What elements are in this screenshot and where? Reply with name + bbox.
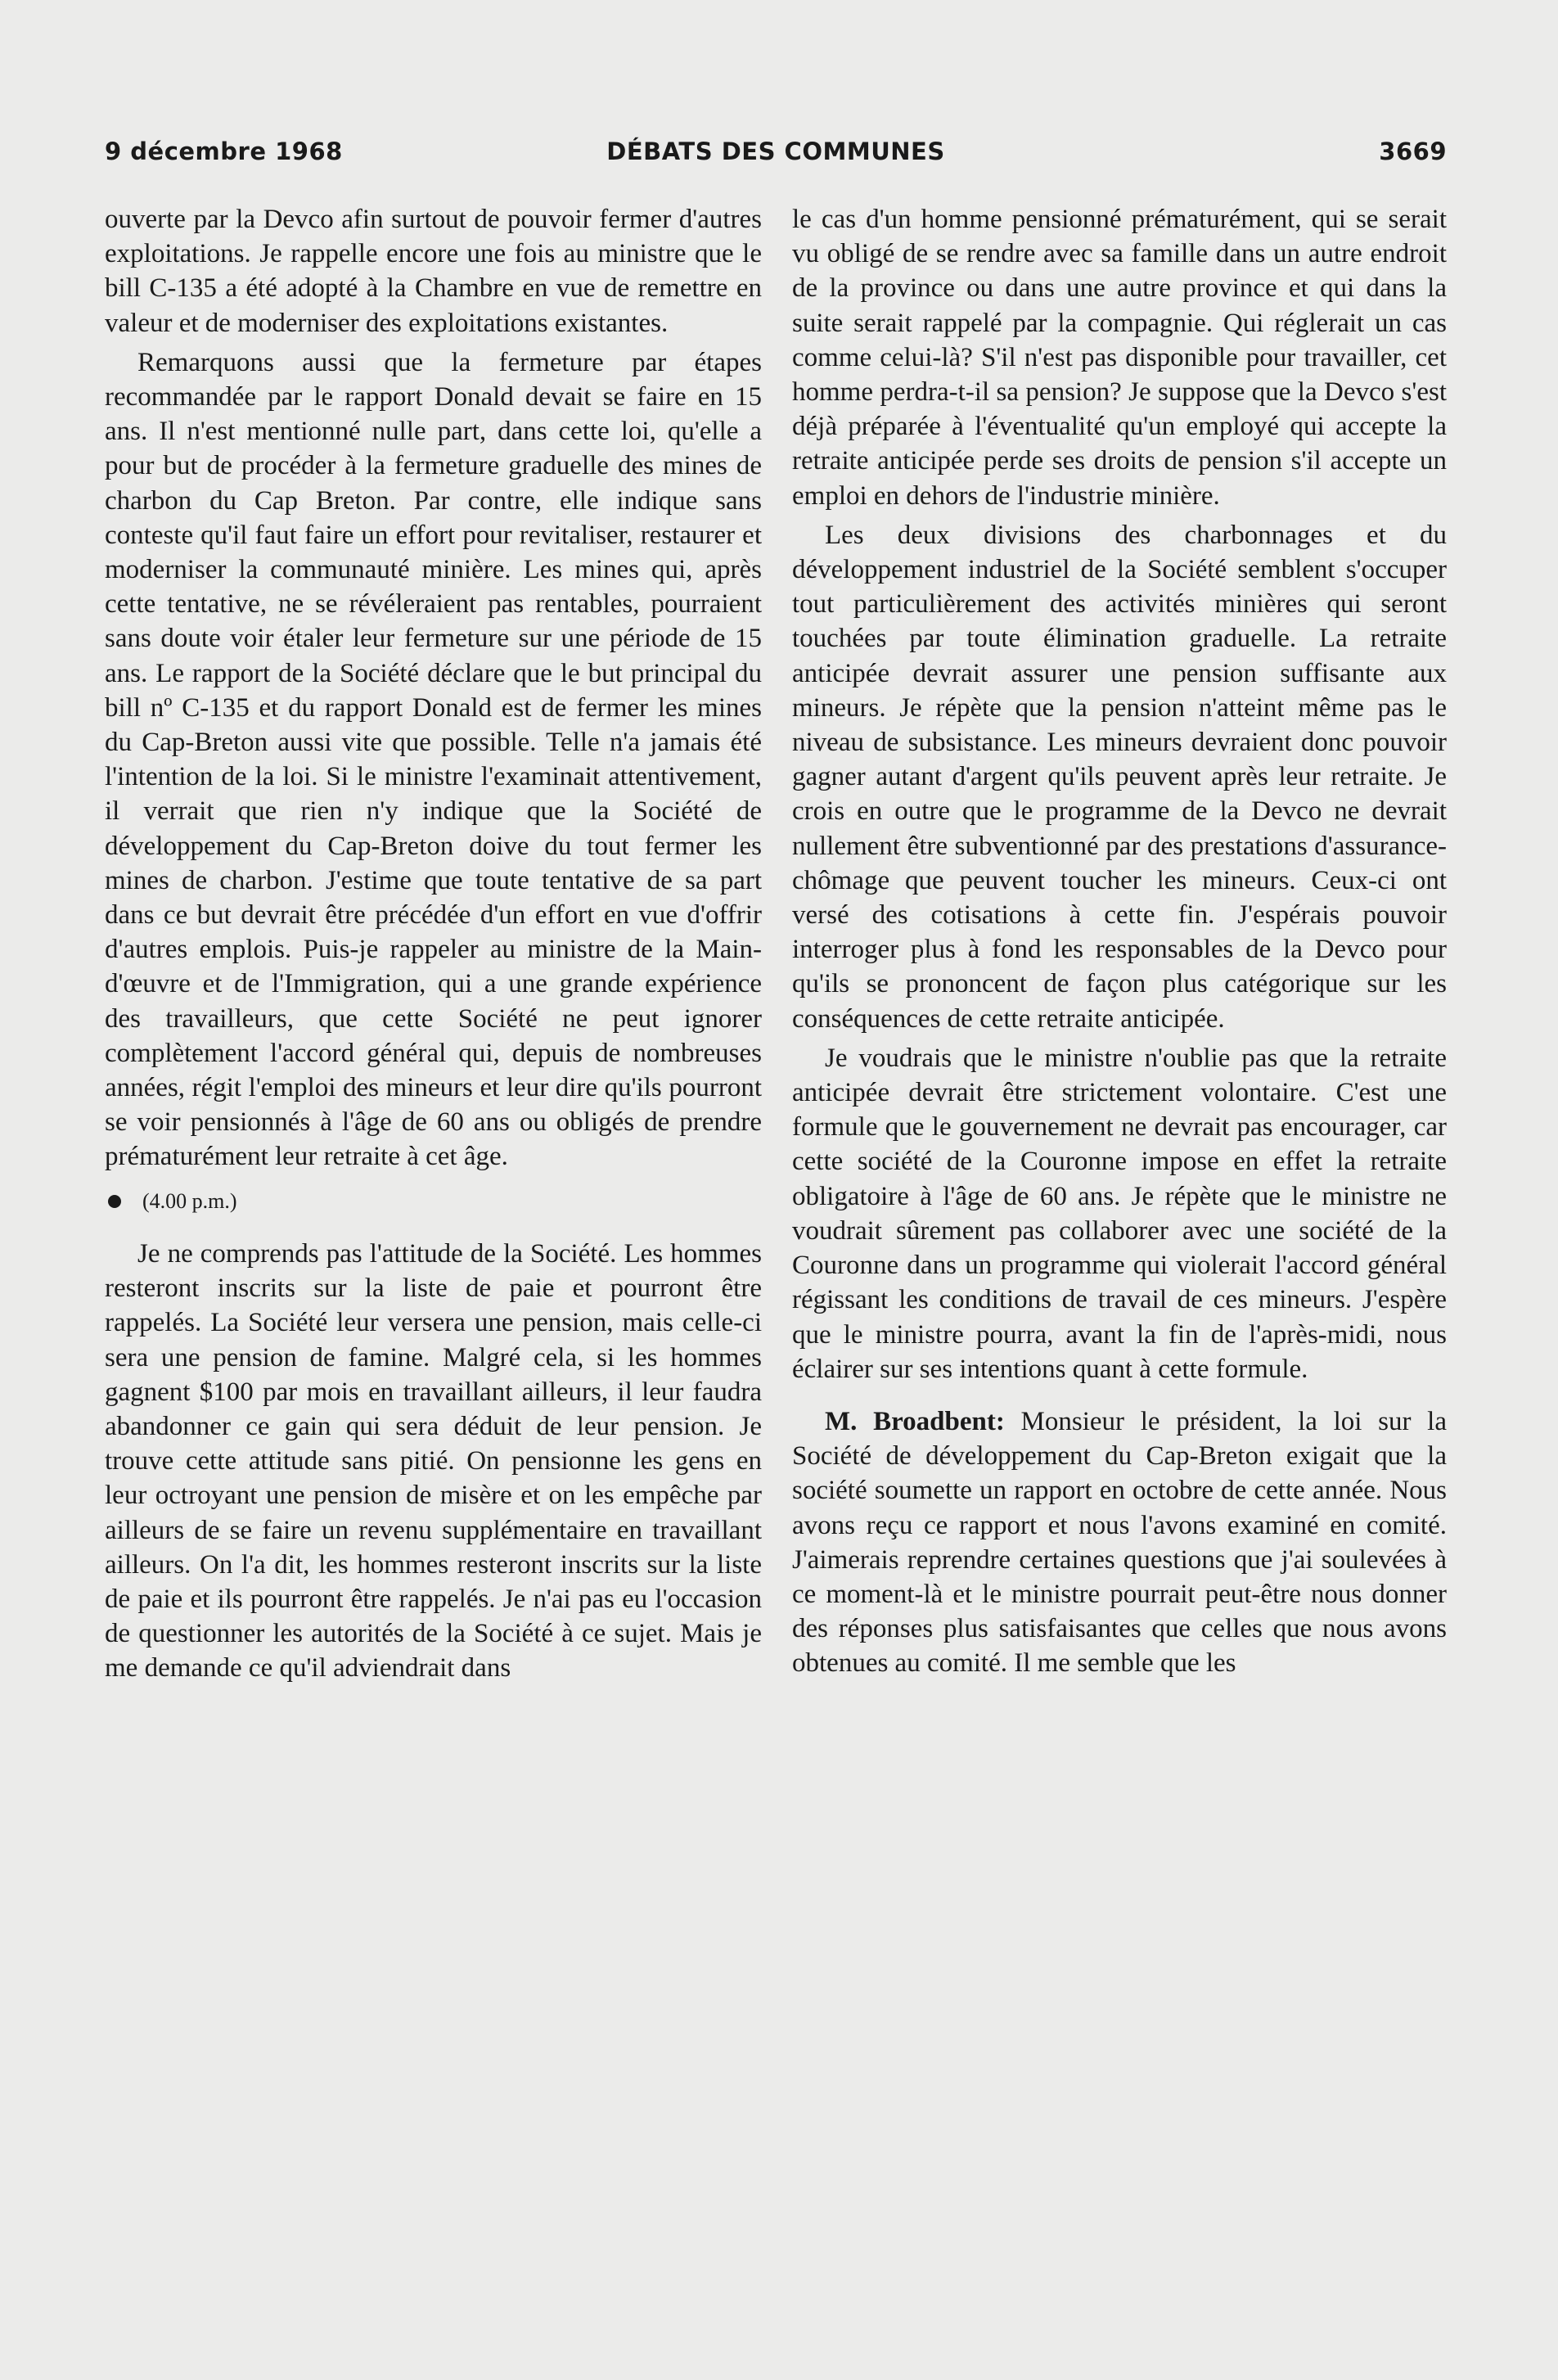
time-stamp — [105, 1184, 762, 1219]
header-title: DÉBATS DES COMMUNES — [606, 137, 945, 165]
page-header — [105, 137, 1447, 178]
right-column — [792, 202, 1447, 1686]
bullet-icon — [108, 1195, 121, 1208]
left-paragraph-2: Remarquons aussi que la fermeture par étapes recommandée par le rapport Donald devait se faire en 15 ans. Il n'est mentionné nulle part, dans cette loi, qu'elle a pour but de procéder à la fermeture graduelle des mines de charbon du Cap Breton. Par contre, elle indique sans conteste qu'il faut faire un effort pour revitaliser, restaurer et moderniser la communauté minière. Les mines qui, après cette tentative, ne se révéleraient pas rentables, pourraient sans doute voir étaler leur fermeture sur une période de 15 ans. Le rapport de la Société déclare que le but principal du bill nº C-135 et du rapport Donald est de fermer les mines du Cap-Breton aussi vite que possible. Telle n'a jamais été l'intention de la loi. Si le ministre l'examinait attentivement, il verrait que rien n'y indique que la Société de développement du Cap-Breton doive du tout fermer les mines de charbon. J'estime que toute tentative de sa part dans ce but devrait être précédée d'un effort en vue d'offrir d'autres emplois. Puis-je rappeler au ministre de la Main-d'œuvre et de l'Immigration, qui a une grande expérience des travailleurs, que cette Société ne peut ignorer complètement l'accord général qui, depuis de nombreuses années, régit l'emploi des mineurs et leur dire qu'ils pourront se voir pensionnés à l'âge de 60 ans ou obligés de prendre prématurément leur retraite à cet âge. — [105, 347, 762, 1172]
time-stamp-text: (4.00 p.m.) — [142, 1188, 237, 1213]
left-column — [105, 202, 762, 1691]
right-paragraph-1: le cas d'un homme pensionné prématurément, qui se serait vu obligé de se rendre avec sa famille dans un autre endroit de la province ou dans une autre province et qui dans la suite serait rappelé par la compagnie. Qui réglerait un cas comme celui-là? S'il n'est pas disponible pour travailler, cet homme perdra-t-il sa pension? Je suppose que la Devco s'est déjà préparée à l'éventualité qu'un employé qui accepte la retraite anticipée perde ses droits de pension s'il accepte un emploi en dehors de l'industrie minière. — [792, 205, 1447, 511]
left-paragraph-3: Je ne comprends pas l'attitude de la Société. Les hommes resteront inscrits sur la liste de paie et pourront être rappelés. La Société leur versera une pension, mais celle-ci sera une pension de famine. Malgré cela, si les hommes gagnent $100 par mois en travaillant ailleurs, il leur faudra abandonner ce gain qui sera déduit de leur pension. Je trouve cette attitude sans pitié. On pensionne les gens en leur octroyant une pension de misère et on les empêche par ailleurs de se faire un revenu supplémentaire en travaillant ailleurs. On l'a dit, les hommes resteront inscrits sur la liste de paie et ils pourront être rappelés. Je n'ai pas eu l'occasion de questionner les autorités de la Société à ce sujet. Mais je me demande ce qu'il adviendrait dans — [105, 1238, 762, 1684]
header-date: 9 décembre 1968 — [105, 137, 343, 165]
speaker-text: Monsieur le président, la loi sur la Société de développement du Cap-Breton exigait que la société soumette un rapport en octobre de cette année. Nous avons reçu ce rapport et nous l'avons examiné en comité. J'aimerais reprendre certaines questions que j'ai soulevées à ce moment-là et le ministre pourrait peut-être nous donner des réponses plus satisfaisantes que celles que nous avons obtenues au comité. Il me semble que les — [792, 1406, 1447, 1679]
right-paragraph-3: Je voudrais que le ministre n'oublie pas que la retraite anticipée devrait être strictement volontaire. C'est une formule que le gouvernement ne devrait pas encourager, car cette société de la Couronne impose en effet la retraite obligatoire à l'âge de 60 ans. Je répète que le ministre ne voudrait sûrement pas collaborer avec une société de la Couronne dans un programme qui violerait l'accord général régissant les conditions de travail de ces mineurs. J'espère que le ministre pourra, avant la fin de l'après-midi, nous éclairer sur ses intentions quant à cette formule. — [792, 1043, 1447, 1384]
page-number: 3669 — [1379, 137, 1447, 165]
speaker-name: M. Broadbent: — [825, 1406, 1005, 1436]
right-paragraph-4 — [792, 1404, 1447, 1681]
left-paragraph-1: ouverte par la Devco afin surtout de pouvoir fermer d'autres exploitations. Je rappelle encore une fois au ministre que le bill C-135 a été adopté à la Chambre en vue de remettre en valeur et de moderniser des exploitations existantes. — [105, 205, 762, 338]
right-paragraph-2: Les deux divisions des charbonnages et du développement industriel de la Société semblent s'occuper tout particulièrement des activités minières qui seront touchées par toute élimination graduelle. La retraite anticipée devrait assurer une pension suffisante aux mineurs. Je répète que la pension n'atteint même pas le niveau de subsistance. Les mineurs devraient donc pouvoir gagner autant d'argent qu'ils peuvent après leur retraite. Je crois en outre que le programme de la Devco ne devrait nullement être subventionné par des prestations d'assurance-chômage que peuvent toucher les mineurs. Ceux-ci ont versé des cotisations à cette fin. J'espérais pouvoir interroger plus à fond les responsables de la Devco pour qu'ils se prononcent de façon plus catégorique sur les conséquences de cette retraite anticipée. — [792, 520, 1447, 1034]
